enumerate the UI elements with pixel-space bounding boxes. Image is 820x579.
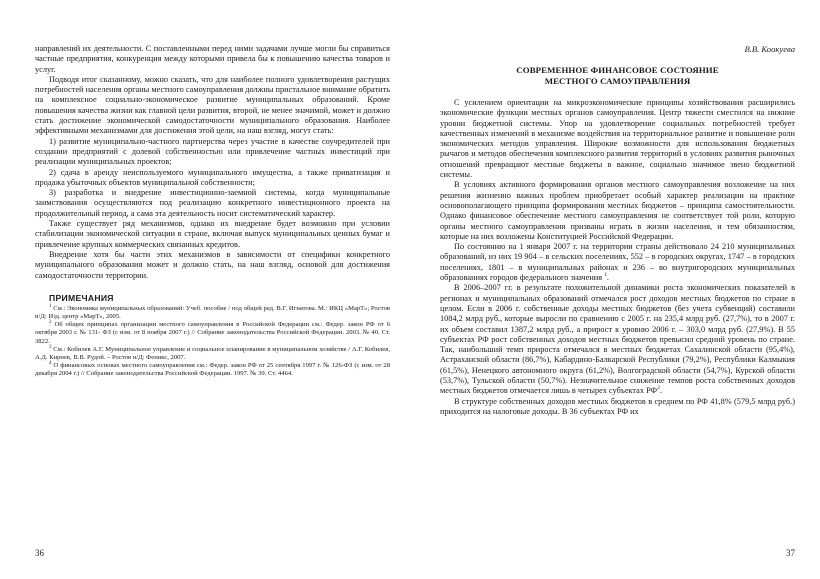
- notes-list: [35, 305, 390, 378]
- footnote-ref: 2: [657, 385, 660, 392]
- paragraph: Также существует ряд механизмов, однако их внедрение будет возможно при условии стабилизации экономической ситуации в стране, включая выпуск муниципальных ценных бумаг и привлечение крупных коммерческих связанных кредитов.: [35, 219, 390, 249]
- list-item: 3) разработка и внедрение инвестиционно-заемной системы, когда муниципальные заимствования осуществляются под реализацию конкретного инвестиционного проекта на продолжительный период, а сама эта деятельность носит систематический характер.: [35, 188, 390, 218]
- paragraph: В структуре собственных доходов местных бюджетов в среднем по РФ 41,8% (579,5 млрд руб.) приходится на налоговые доходы. В 36 субъектах РФ их: [440, 396, 795, 416]
- paragraph-text: По состоянию на 1 января 2007 г. на территории страны действовало 24 210 муниципальных образований, из них 19 904 – в сельских поселениях, 552 – в городских округах, 1747 – в городских поселениях, 1801 – в муниципальных районах и 236 – во внутригородских муниципальных образованиях городов федерального значения: [440, 242, 795, 283]
- right-text-column: [440, 98, 795, 417]
- footnote-ref: 1: [604, 272, 607, 279]
- list-item: 2) сдача в аренду неиспользуемого муниципального имущества, а также приватизация и продажа убыточных объектов муниципальной собственности;: [35, 167, 390, 187]
- footnote-number: 4: [49, 360, 52, 366]
- right-page: [410, 0, 820, 579]
- title-line: СОВРЕМЕННОЕ ФИНАНСОВОЕ СОСТОЯНИЕ: [516, 65, 719, 75]
- footnote-number: 3: [49, 344, 52, 350]
- page-number: 37: [786, 548, 795, 558]
- footnote: [35, 362, 390, 378]
- running-head-author: В.В. Коокуева: [744, 44, 795, 54]
- footnote-text: Об общих принципах организации местного самоуправления в Российской Федерации см.: Федер. закон РФ от 6 октября 2003 г. № 131- ФЗ (с изм. от 8 ноября 2007 г.) // Собрание законодательства Российской Федерации. 2003. № 40. Ст. 3822.: [35, 321, 390, 345]
- paragraph: направлений их деятельности. С поставленными перед ними задачами лучше могли бы справиться частные предприятия, конкуренция между которыми привела бы к повышению качества товаров и услуг.: [35, 44, 390, 74]
- paragraph: В 2006–2007 гг. в результате положительной динамики роста экономических показателей в регионах и муниципальных образований отмечался рост доходов местных бюджетов по стране в целом. Если в 2006 г. собственные доходы местных бюджетов (без учета субвенций) составили 1084,2 млрд руб., которые выросли по сравнению с 2005 г. на 235,4 млрд руб. (27,7%), то в 2007 г. их объем составил 1387,2 млрд руб., а прирост к уровню 2006 г. – 303,0 млрд руб. (27,9%). В 55 субъектах РФ рост собственных доходов местных бюджетов превысил средний уровень по стране. Так, наибольший темп прироста отмечался в местных бюджетах Сахалинской области (95,4%), Астраханской области (86,7%), Кабардино-Балкарской Республики (79,2%), Республики Калмыкия (61,5%), Ненецкого автономного округа (61,2%), Волгоградской области (54,7%), Курской области (53,7%), Тульской области (50,7%). Незначительное снижение темпов роста собственных доходов местных бюджетов отмечается лишь в четырех субъектах $РФ^2$.: [440, 283, 795, 396]
- page-number: 36: [35, 548, 44, 558]
- paragraph-text: В 2006–2007 гг. в результате положительной динамики роста экономических показателей в регионах и муниципальных образований отмечался рост доходов местных бюджетов по стране в целом. Если в 2006 г. собственные доходы местных бюджетов (без учета субвенций) составили 1084,2 млрд руб., которые выросли по сравнению с 2005 г. на 235,4 млрд руб. (27,7%), то в 2007 г. их объем составил 1387,2 млрд руб., а прирост к уровню 2006 г. – 303,0 млрд руб. (27,9%). В 55 субъектах РФ рост собственных доходов местных бюджетов превысил средний уровень по стране. Так, наибольший темп прироста отмечался в местных бюджетах Сахалинской области (95,4%), Астраханской области (86,7%), Кабардино-Балкарской Республики (79,2%), Республики Калмыкия (61,5%), Ненецкого автономного округа (61,2%), Волгоградской области (54,7%), Курской области (53,7%), Тульской области (50,7%). Незначительное снижение темпов роста собственных доходов местных бюджетов отмечается лишь в четырех субъектах РФ: [440, 283, 795, 396]
- article-title: [440, 65, 795, 86]
- notes-heading: ПРИМЕЧАНИЯ: [49, 292, 114, 303]
- title-line: МЕСТНОГО САМОУПРАВЛЕНИЯ: [544, 75, 691, 86]
- paragraph: По состоянию на 1 января 2007 г. на территории страны действовало 24 210 муниципальных образований, из них 19 904 – в сельских поселениях, 552 – в городских округах, 1747 – в городских поселениях, 1801 – в муниципальных районах и 236 – во внутригородских муниципальных образованиях городов федерального значения $^1$.: [440, 242, 795, 283]
- footnote: [35, 305, 390, 321]
- paragraph: Внедрение хотя бы части этих механизмов в зависимости от специфики конкретного муниципального образования может и должно стать, на наш взгляд, основой для достижения самодостаточности территории.: [35, 249, 390, 280]
- left-text-column: [35, 44, 390, 378]
- footnote-number: 2: [49, 320, 52, 326]
- footnote-text: См.: Экономика муниципальных образований: Учеб. пособие / под общей ред. В.Г. Игнатова. М.: ИКЦ «МарТ»; Ростов н/Д: Изд. центр «МарТ», 2005.: [35, 305, 390, 321]
- footnote: [35, 321, 390, 345]
- list-item: 1) развитие муниципально-частного партнерства через участие в качестве соучредителей при создании предприятий с долевой собственностью или привлечение частных инвестиций при реализации муниципальных проектов;: [35, 136, 390, 167]
- paragraph: С усилением ориентации на микроэкономические принципы хозяйствования расширились экономические функции местных органов самоуправления. Центр тяжести сместился на нижние уровни бюджетной системы. Упор на удовлетворение социальных потребностей требует качественных изменений в механизме воздействия на территориальное развитие и повышение роли экономических методов управления. Широкие возможности для использования бюджетных рычагов и методов обеспечения комплексного развития территорий в условиях развития рыночных отношений превращают местные бюджеты в важное, социально значимое звено бюджетной системы.: [440, 98, 795, 180]
- footnote: [35, 346, 390, 362]
- footnote-number: 1: [49, 303, 52, 309]
- paragraph: Подводя итог сказанному, можно сказать, что для наиболее полного удовлетворения растущих потребностей населения органы местного самоуправления должны пристальное внимание обратить на комплексное социально-экономическое развитие муниципальных образований. Кроме повышения качества жизни как главной цели развития, второй, не менее значимой, может и должно стать достижение экономической самодостаточности муниципального образования. Наиболее эффективными механизмами для достижения этой цели, на наш взгляд, могут стать:: [35, 74, 390, 136]
- footnote-text: О финансовых основах местного самоуправления см.: Федер. закон РФ от 25 сентября 1997 г. № 126-ФЗ (с изм. от 28 декабря 2004 г.) // Собрание законодательства Российской Федерации. 1997. № 39. Ст. 4464.: [35, 361, 390, 377]
- footnote-text: См.: Кобилев А.Г. Муниципальное управление и социальное планирование в муниципальном хозяйстве / А.Г. Кобилев, А.Д. Кирнев, В.В. Рудой. – Ростов н/Д: Феникс, 2007.: [35, 345, 390, 361]
- paragraph: В условиях активного формирования органов местного самоуправления возложение на них решения жизненно важных проблем приобретает особый характер реализации на практике основополагающего принципа формирования местных бюджетов – принципа самостоятельности. Однако финансовое обеспечение местного самоуправления не соответствует той роли, которую органы местного самоуправления призваны играть в жизни населения, и тем обязанностям, которые на них возложены Конституцией Российской Федерации.: [440, 180, 795, 241]
